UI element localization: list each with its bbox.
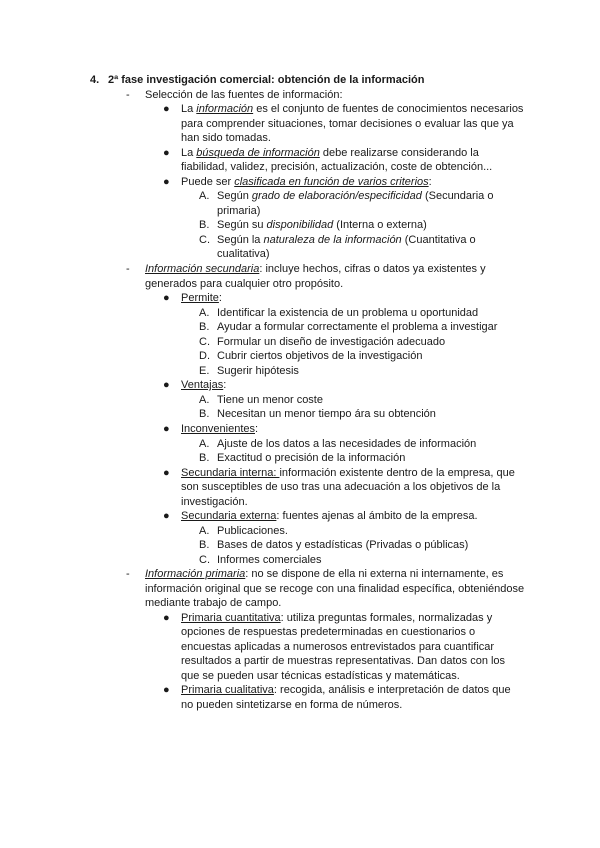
interna-line2: son susceptibles de uso tras una adecuación a los objetivos de la — [181, 481, 501, 493]
list-item: Ajuste de los datos a las necesidades de información — [217, 438, 477, 450]
sec3-line3: mediante trabajo de campo. — [145, 597, 282, 609]
cuant-line4: resultados a partir de muestras representativas. Dan datos con los — [181, 655, 506, 667]
bullet-icon: ● — [163, 147, 170, 159]
sec1-b2-line2: fiabilidad, validez, precisión, actualización, coste de obtención... — [181, 161, 493, 173]
list-item: Necesitan un menor tiempo ára su obtención — [217, 408, 436, 420]
list-label: C. — [199, 336, 210, 348]
cuant-line5: que se pueden usar técnicas estadísticas y matemáticas. — [181, 670, 460, 682]
list-item: Sugerir hipótesis — [217, 365, 299, 377]
list-item: Bases de datos y estadísticas (Privadas o públicas) — [217, 539, 469, 551]
list-label: A. — [199, 394, 210, 406]
sec2-line2: generados para cualquier otro propósito. — [145, 278, 344, 290]
sec1-title: Selección de las fuentes de información: — [145, 89, 343, 101]
permite-title: Permite: — [181, 292, 222, 304]
sec1-b1-line3: han sido tomadas. — [181, 132, 271, 144]
list-item: Exactitud o precisión de la información — [217, 452, 406, 464]
list-label: C. — [199, 554, 210, 566]
cuant-line2: opciones de respuestas predeterminadas en cuestionarios o — [181, 626, 476, 638]
sec1-a-line2: primaria) — [217, 205, 261, 217]
sec1-c-line1: Según la naturaleza de la información (Cuantitativa o — [217, 234, 476, 246]
list-label: A. — [199, 438, 210, 450]
bullet-icon: ● — [163, 176, 170, 188]
sec1-b-line1: Según su disponibilidad (Interna o externa) — [217, 219, 427, 231]
list-item: Identificar la existencia de un problema u oportunidad — [217, 307, 479, 319]
list-item: Cubrir ciertos objetivos de la investigación — [217, 350, 423, 362]
bullet-icon: ● — [163, 510, 170, 522]
dash-marker: - — [126, 263, 130, 275]
bullet-icon: ● — [163, 379, 170, 391]
bullet-icon: ● — [163, 684, 170, 696]
ventajas-title: Ventajas: — [181, 379, 227, 391]
cuant-line1: Primaria cuantitativa: utiliza preguntas formales, normalizadas y — [181, 612, 493, 624]
list-label: A. — [199, 307, 210, 319]
interna-line3: investigación. — [181, 496, 248, 508]
list-label: A. — [199, 190, 210, 202]
list-label: A. — [199, 525, 210, 537]
cual-line2: no pueden sintetizarse en forma de números. — [181, 699, 403, 711]
sec1-c-line2: cualitativa) — [217, 248, 270, 260]
heading-title: 2ª fase investigación comercial: obtención de la información — [108, 74, 425, 86]
sec3-line1: Información primaria: no se dispone de ella ni externa ni internamente, es — [145, 568, 504, 580]
bullet-icon: ● — [163, 292, 170, 304]
list-label: B. — [199, 539, 210, 551]
sec3-line2: información original que se recoge con una finalidad específica, obteniéndose — [145, 583, 525, 595]
list-item: Ayudar a formular correctamente el problema a investigar — [217, 321, 498, 333]
list-item: Publicaciones. — [217, 525, 288, 537]
list-label: D. — [199, 350, 210, 362]
dash-marker: - — [126, 89, 130, 101]
bullet-icon: ● — [163, 467, 170, 479]
sec1-b3-line1: Puede ser clasificada en función de varios criterios: — [181, 176, 432, 188]
list-item: Informes comerciales — [217, 554, 322, 566]
sec1-b2-line1: La búsqueda de información debe realizarse considerando la — [181, 147, 479, 159]
inconvenientes-title: Inconvenientes: — [181, 423, 259, 435]
list-label: B. — [199, 219, 210, 231]
sec1-b1-line1: La información es el conjunto de fuentes de conocimientos necesarios — [181, 103, 524, 115]
dash-marker: - — [126, 568, 130, 580]
list-label: B. — [199, 452, 210, 464]
sec2-line1: Información secundaria: incluye hechos, cifras o datos ya existentes y — [145, 263, 486, 275]
cuant-line3: encuestas aplicadas a numerosos entrevistados para cuantificar — [181, 641, 495, 653]
bullet-icon: ● — [163, 423, 170, 435]
sec1-a-line1: Según grado de elaboración/especificidad (Secundaria o — [217, 190, 494, 202]
list-item: Tiene un menor coste — [217, 394, 323, 406]
externa-line1: Secundaria externa: fuentes ajenas al ámbito de la empresa. — [181, 510, 478, 522]
list-label: B. — [199, 321, 210, 333]
interna-line1: Secundaria interna: información existente dentro de la empresa, que — [181, 467, 515, 479]
list-label: C. — [199, 234, 210, 246]
sec1-b1-line2: para comprender situaciones, tomar decisiones o evaluar las que ya — [181, 118, 514, 130]
cual-line1: Primaria cualitativa: recogida, análisis e interpretación de datos que — [181, 684, 511, 696]
bullet-icon: ● — [163, 103, 170, 115]
list-item: Formular un diseño de investigación adecuado — [217, 336, 446, 348]
heading-number: 4. — [90, 74, 100, 86]
list-label: B. — [199, 408, 210, 420]
bullet-icon: ● — [163, 612, 170, 624]
list-label: E. — [199, 365, 210, 377]
